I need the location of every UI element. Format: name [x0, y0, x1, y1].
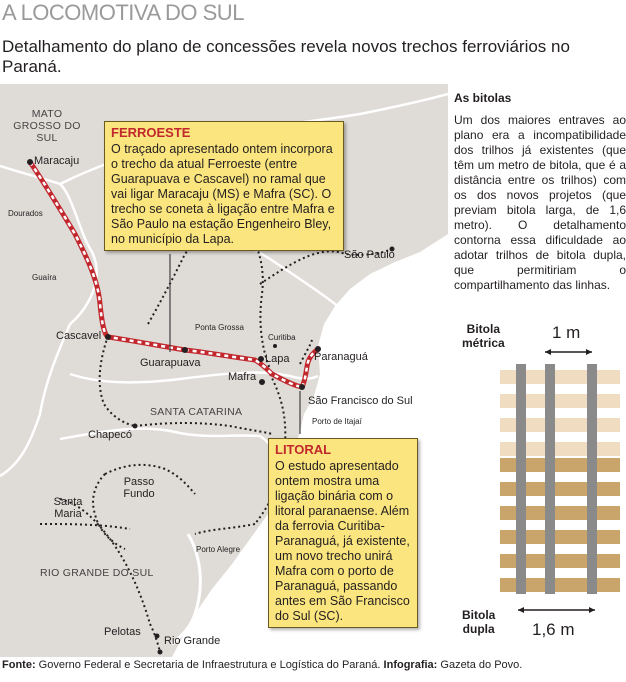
city-label-paranagua: Paranaguá [314, 351, 368, 363]
metric-arrow-left [545, 349, 551, 355]
callout-litoral-text: O estudo apresentado ontem mostra uma ligação binária com o litoral paranaense. Além da ferrovia Curitiba-Paranaguá, já existente, um novo trecho unirá Mafra com o porto de Paranaguá, passando antes em São Francisco do Sul (SC). [275, 459, 410, 623]
gauge-dual-label-2: dupla [462, 622, 495, 636]
dot-curitiba [273, 344, 277, 348]
city-label-santa-maria: Santa Maria [53, 496, 83, 520]
city-label-guarapuava: Guarapuava [140, 357, 201, 369]
city-label-porto-alegre: Porto Alegre [196, 545, 241, 554]
city-label-curitiba: Curitiba [268, 333, 296, 342]
rail-outer-left [516, 364, 526, 594]
footer-credit-text: Gazeta do Povo. [440, 659, 523, 671]
dual-arrow-right [589, 607, 595, 613]
page-subtitle: Detalhamento do plano de concessões revela novos trechos ferroviários no Paraná. [2, 37, 570, 76]
dot-chapeco [133, 424, 138, 429]
dot-guarapuava [182, 347, 188, 353]
sidebar-title: As bitolas [454, 91, 512, 105]
gauge-dual-label-1: Bitola [462, 608, 496, 622]
dot-lapa [258, 356, 264, 362]
city-label-passo-fundo: Passo Fundo [123, 476, 155, 500]
footer-credit-label: Infografia: [383, 659, 438, 671]
city-label-mafra: Mafra [228, 371, 257, 383]
sidebar-text: Um dos maiores entraves ao plano era a incompatibilidade dos trilhos já existentes (que têm um metro de bitola, que é a distância entre os trilhos) com os dos novos projetos (que previam bitola larga, de 1,6 metro). O detalhamento contorna essa dificuldade ao adotar trilhos de bitola dupla, que permitiriam o compartilhamento das linhas. [454, 113, 626, 292]
state-label-ms: MATO GROSSO DO SUL [13, 108, 81, 144]
page-title: A LOCOMOTIVA DO SUL [2, 0, 244, 25]
rail-inner [545, 364, 555, 594]
dot-mafra [259, 379, 265, 385]
dot-rio-grande [158, 650, 163, 655]
city-label-cascavel: Cascavel [56, 330, 102, 342]
city-label-sao-francisco: São Francisco do Sul [308, 395, 413, 407]
callout-litoral [268, 438, 418, 628]
callout-ferroeste [104, 121, 344, 251]
state-label-sc: SANTA CATARINA [150, 406, 243, 418]
callout-ferroeste-text: O traçado apresentado ontem incorpora o trecho da atual Ferroeste (entre Guarapuava e Cascavel) no ramal que vai ligar Maracaju (MS) e Mafra (SC). O trecho se coneta à ligação entre Mafra e São Paulo na estação Engenheiro Bley, no município da Lapa. [111, 142, 335, 246]
gauge-metric-label-1: Bitola [466, 322, 501, 336]
rail-outer-right [587, 364, 597, 594]
metric-arrow-right [586, 349, 592, 355]
city-label-lapa: Lapa [265, 353, 290, 365]
footer-credits [2, 659, 522, 671]
city-label-maracaju: Maracaju [34, 155, 80, 167]
city-label-ponta-grossa: Ponta Grossa [195, 323, 244, 332]
dot-maracaju [27, 159, 33, 165]
gauge-metric-measure: 1 m [552, 323, 581, 342]
rail-map [0, 84, 448, 657]
city-label-guaira: Guaíra [32, 273, 57, 282]
footer-source-text: Governo Federal e Secretaria de Infraestrutura e Logística do Paraná. [38, 659, 381, 671]
footer-source-label: Fonte: [2, 659, 36, 671]
city-label-pelotas: Pelotas [104, 626, 141, 638]
gauge-dual-measure: 1,6 m [532, 620, 575, 639]
gauge-metric-label-2: métrica [462, 336, 505, 350]
dot-cascavel [105, 334, 111, 340]
dot-sao-francisco [299, 384, 305, 390]
gauge-dual-label [462, 608, 495, 636]
gauge-track-graphic [500, 340, 620, 620]
state-label-rs: RIO GRANDE DO SUL [40, 567, 154, 579]
city-label-dourados: Dourados [8, 209, 43, 218]
dual-arrow-left [518, 607, 524, 613]
city-label-rio-grande: Rio Grande [164, 635, 221, 647]
gauge-metric-label [462, 322, 505, 350]
city-label-porto-itajai: Porto de Itajaí [312, 417, 362, 426]
city-label-sao-paulo: São Paulo [344, 249, 395, 261]
callout-litoral-title: LITORAL [275, 442, 332, 457]
dot-pelotas [155, 634, 160, 639]
callout-ferroeste-title: FERROESTE [111, 125, 191, 140]
city-label-chapeco: Chapecó [88, 429, 133, 441]
